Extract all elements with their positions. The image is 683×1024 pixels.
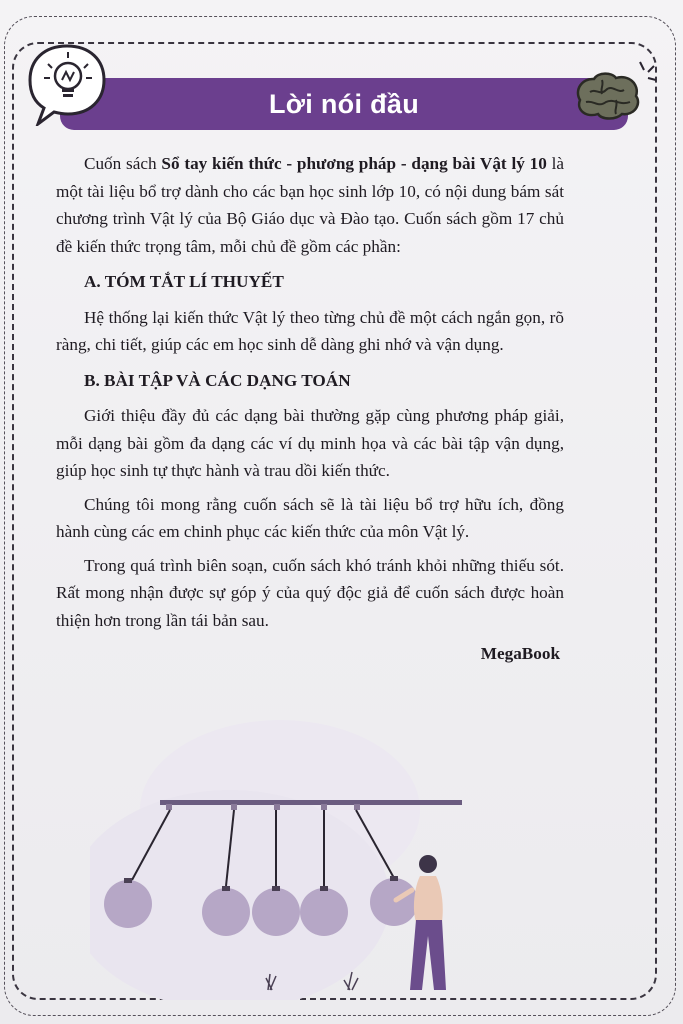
section-b-heading: B. BÀI TẬP VÀ CÁC DẠNG TOÁN [84, 370, 351, 390]
section-a-heading: A. TÓM TẮT LÍ THUYẾT [84, 272, 284, 291]
closing-paragraph-2: Trong quá trình biên soạn, cuốn sách khó tránh khỏi những thiếu sót. Rất mong nhận được sự góp ý của quý độc giả để cuốn sách được hoàn thiện hơn trong lần tái bản sau. [56, 555, 564, 630]
sparkle-icon [634, 58, 660, 88]
intro-suffix: là một tài liệu bổ trợ dành cho các bạn học sinh lớp 10, có nội dung bám sát chương trình Vật lý của Bộ Giáo dục và Đào tạo. Cuốn sách gồm 17 chủ đề kiến thức trọng tâm, mỗi chủ đề gồm các phần: [56, 154, 564, 256]
section-b-text: Giới thiệu đầy đủ các dạng bài thường gặp cùng phương pháp giải, mỗi dạng bài gồm đa dạng các ví dụ minh họa và các bài tập vận dụng, giúp học sinh tự thực hành và trau dồi kiến thức. [56, 406, 564, 480]
page-title: Lời nói đầu [269, 89, 419, 119]
intro-prefix: Cuốn sách [84, 154, 162, 173]
section-a-text: Hệ thống lại kiến thức Vật lý theo từng chủ đề một cách ngắn gọn, rõ ràng, chi tiết, giúp các em học sinh dễ dàng ghi nhớ và vận dụng. [56, 307, 564, 354]
newtons-cradle-illustration [90, 700, 610, 1000]
book-title: Sổ tay kiến thức - phương pháp - dạng bài Vật lý 10 [161, 154, 547, 173]
intro-paragraph [56, 150, 564, 260]
preface-body [56, 150, 564, 634]
signature: MegaBook [480, 644, 560, 663]
brain-icon [572, 70, 642, 122]
lightbulb-icon [24, 40, 110, 126]
closing-paragraph-1: Chúng tôi mong rằng cuốn sách sẽ là tài liệu bổ trợ hữu ích, đồng hành cùng các em chinh phục các kiến thức của môn Vật lý. [56, 494, 564, 541]
